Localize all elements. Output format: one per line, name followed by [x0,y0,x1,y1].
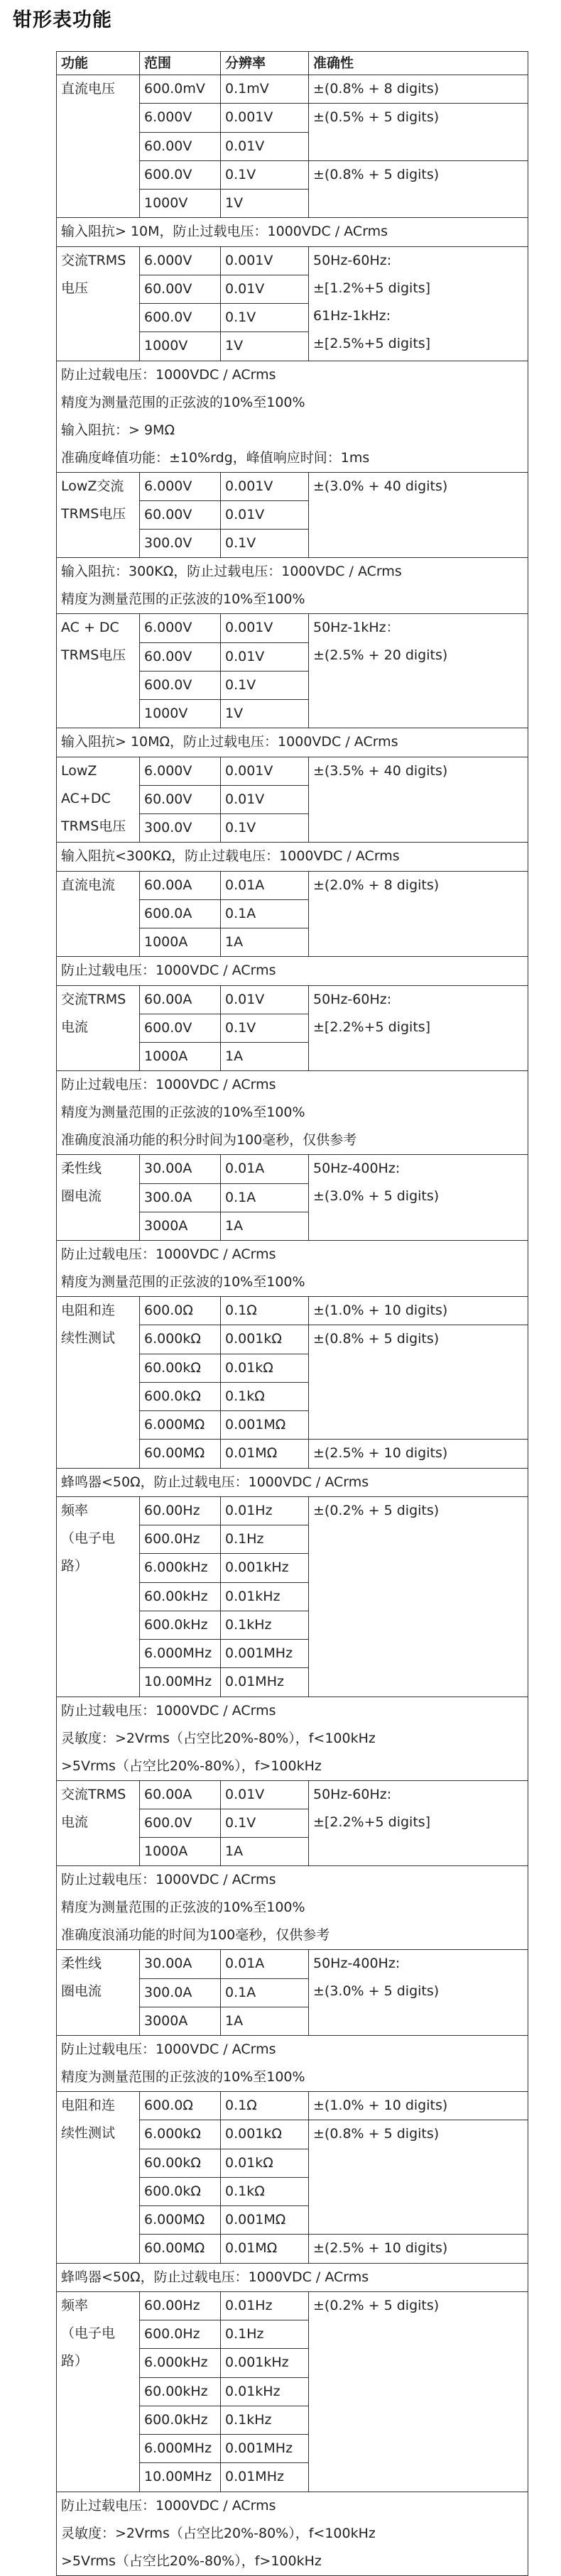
resolution-cell: 1A [221,1838,309,1866]
table-row [57,871,528,899]
accuracy-cell [309,871,528,957]
accuracy-text: ±(2.5% + 10 digits) [313,2240,448,2257]
range-cell: 1000A [140,928,221,957]
note-cell [57,957,528,985]
note-text: 精度为测量范围的正弦波的10%至100% [61,1274,305,1290]
function-label: LowZ交流 [61,478,124,494]
table-row [57,1496,528,1525]
accuracy-text: ±(2.5% + 20 digits) [313,647,448,664]
note-text: 输入阻抗<300KΩ，防止过载电压：1000VDC / ACrms [61,848,400,865]
range-cell: 60.00A [140,871,221,899]
range-cell: 60.00V [140,500,221,529]
range-cell: 600.0Ω [140,2092,221,2120]
resolution-cell: 0.001kΩ [221,1325,309,1354]
header-resolution: 分辨率 [221,52,309,75]
note-row [57,1697,528,1780]
function-label: 交流TRMS [61,1786,126,1802]
note-text: 蜂鸣器<50Ω，防止过载电压：1000VDC / ACrms [61,2269,369,2285]
range-cell: 300.0V [140,530,221,558]
resolution-cell: 0.001MHz [221,1640,309,1668]
range-cell: 10.00MHz [140,1668,221,1697]
range-cell: 600.0Ω [140,1297,221,1325]
note-text: 防止过载电压：1000VDC / ACrms [61,1246,276,1262]
function-cell [57,757,140,843]
resolution-cell: 1A [221,928,309,957]
range-cell: 600.0kHz [140,1611,221,1639]
accuracy-text: ±(0.8% + 5 digits) [313,166,440,182]
range-cell: 60.00kHz [140,1582,221,1611]
accuracy-text: 50Hz-400Hz: [313,1161,401,1177]
range-cell: 60.00A [140,1780,221,1809]
range-cell: 6.000MΩ [140,1411,221,1440]
accuracy-text: 50Hz-1kHz： [313,620,400,636]
function-cell [57,2092,140,2264]
accuracy-cell [309,160,528,218]
range-cell: 30.00A [140,1155,221,1183]
note-text: >5Vrms（占空比20%-80%），f>100kHz [61,1758,322,1774]
range-cell: 6.000MHz [140,2435,221,2463]
accuracy-text: ±(0.8% + 8 digits) [313,81,440,97]
resolution-cell: 0.1V [221,530,309,558]
range-cell: 3000A [140,2007,221,2035]
resolution-cell: 0.1kΩ [221,2177,309,2205]
note-text: 灵敏度：>2Vrms（占空比20%-80%），f<100kHz [61,1730,376,1746]
range-cell: 600.0kHz [140,2406,221,2434]
function-label: 圈电流 [61,1188,102,1205]
function-label: （电子电路） [61,1530,116,1574]
note-row [57,957,528,985]
range-cell: 30.00A [140,1950,221,1978]
range-cell: 6.000V [140,614,221,642]
header-function: 功能 [57,52,140,75]
resolution-cell: 0.01A [221,1950,309,1978]
accuracy-cell [309,2235,528,2263]
accuracy-text: ±[2.5%+5 digits] [313,335,431,351]
range-cell: 600.0V [140,1809,221,1837]
resolution-cell: 0.001V [221,472,309,500]
range-cell: 600.0kΩ [140,2177,221,2205]
note-row [57,218,528,246]
table-row [57,1780,528,1809]
resolution-cell: 0.001V [221,246,309,275]
resolution-cell: 0.001V [221,757,309,785]
table-row [57,614,528,642]
resolution-cell: 0.1V [221,814,309,843]
note-text: 准确度浪涌功能的积分时间为100毫秒，仅供参考 [61,1132,357,1149]
resolution-cell: 0.1Ω [221,1297,309,1325]
accuracy-text: ±(2.5% + 10 digits) [313,1445,448,1462]
resolution-cell: 0.01MΩ [221,2235,309,2263]
accuracy-cell [309,1950,528,2036]
accuracy-text: ±(3.0% + 5 digits) [313,1188,440,1205]
note-row [57,2263,528,2291]
accuracy-text: ±(0.8% + 5 digits) [313,1331,440,1347]
resolution-cell: 0.001MΩ [221,1411,309,1440]
resolution-cell: 0.1A [221,899,309,928]
resolution-cell: 0.1Hz [221,2320,309,2349]
accuracy-text: 61Hz-1kHz: [313,307,391,324]
note-text: 精度为测量范围的正弦波的10%至100% [61,1900,305,1916]
note-row [57,1241,528,1297]
accuracy-cell [309,2120,528,2235]
resolution-cell: 0.1Hz [221,1525,309,1554]
range-cell: 6.000MΩ [140,2206,221,2235]
accuracy-text: 50Hz-60Hz: [313,991,392,1007]
note-text: 防止过载电压：1000VDC / ACrms [61,1872,276,1888]
resolution-cell: 1A [221,1212,309,1240]
accuracy-cell [309,757,528,843]
range-cell: 6.000MHz [140,1640,221,1668]
note-text: 输入阻抗> 10M，防止过载电压：1000VDC / ACrms [61,224,388,240]
resolution-cell: 0.01kΩ [221,1354,309,1382]
accuracy-cell [309,1297,528,1325]
note-text: 防止过载电压：1000VDC / ACrms [61,2041,276,2057]
note-text: 精度为测量范围的正弦波的10%至100% [61,1105,305,1121]
function-label: TRMS电压 [61,647,126,664]
range-cell: 60.00MΩ [140,1440,221,1468]
accuracy-text: ±(0.2% + 5 digits) [313,2297,440,2313]
range-cell: 60.00MΩ [140,2235,221,2263]
note-row [57,843,528,871]
accuracy-cell [309,985,528,1071]
resolution-cell: 0.1V [221,304,309,332]
range-cell: 600.0V [140,160,221,189]
resolution-cell: 1A [221,2007,309,2035]
range-cell: 3000A [140,1212,221,1240]
range-cell: 10.00MHz [140,2463,221,2492]
note-cell [57,218,528,246]
range-cell: 300.0A [140,1183,221,1212]
resolution-cell: 0.01V [221,642,309,671]
note-row [57,2492,528,2575]
accuracy-text: 50Hz-60Hz: [313,1786,392,1802]
function-label: 直流电流 [61,877,116,893]
accuracy-cell [309,2291,528,2492]
note-text: 精度为测量范围的正弦波的10%至100% [61,2069,305,2085]
accuracy-text: ±(1.0% + 10 digits) [313,1303,448,1318]
accuracy-cell [309,2092,528,2120]
function-label: 柔性线 [61,1161,102,1177]
function-label: 频率 [61,2297,89,2313]
range-cell: 1000V [140,332,221,361]
resolution-cell: 0.01A [221,871,309,899]
function-label: LowZ AC+DC [61,762,111,806]
resolution-cell: 1V [221,190,309,218]
resolution-cell: 0.001V [221,104,309,132]
resolution-cell: 0.01MHz [221,2463,309,2492]
note-text: 输入阻抗：300KΩ，防止过载电压：1000VDC / ACrms [61,564,402,580]
range-cell: 60.00A [140,985,221,1014]
function-label: 电流 [61,1019,89,1035]
table-row [57,2092,528,2120]
note-row [57,2036,528,2092]
range-cell: 6.000kHz [140,1554,221,1582]
note-text: 防止过载电压：1000VDC / ACrms [61,1077,276,1093]
function-label: 电压 [61,280,89,296]
resolution-cell: 0.01MΩ [221,1440,309,1468]
range-cell: 300.0V [140,814,221,843]
resolution-cell: 0.1A [221,1978,309,2007]
note-text: 灵敏度：>2Vrms（占空比20%-80%），f<100kHz [61,2525,376,2541]
function-cell [57,871,140,957]
function-label: 频率 [61,1502,89,1518]
accuracy-text: ±(0.2% + 5 digits) [313,1502,440,1518]
resolution-cell: 0.01kHz [221,2377,309,2406]
range-cell: 300.0A [140,1978,221,2007]
resolution-cell: 1V [221,332,309,361]
accuracy-text: ±(3.0% + 5 digits) [313,1983,440,2000]
function-cell [57,1950,140,2036]
accuracy-cell [309,104,528,161]
accuracy-cell [309,472,528,558]
range-cell: 6.000V [140,246,221,275]
table-row [57,985,528,1014]
range-cell: 6.000kHz [140,2349,221,2377]
function-label: 交流TRMS [61,991,126,1007]
resolution-cell: 0.001kΩ [221,2120,309,2149]
function-cell [57,985,140,1071]
note-text: 精度为测量范围的正弦波的10%至100% [61,591,305,608]
range-cell: 1000A [140,1043,221,1071]
note-text: 准确度峰值功能：±10%rdg，峰值响应时间：1ms [61,449,370,466]
function-cell [57,75,140,218]
range-cell: 600.0Hz [140,2320,221,2349]
accuracy-text: 50Hz-400Hz: [313,1956,401,1972]
accuracy-cell [309,1496,528,1697]
header-range: 范围 [140,52,221,75]
range-cell: 60.00V [140,132,221,160]
note-text: 输入阻抗> 10MΩ，防止过载电压：1000VDC / ACrms [61,734,398,750]
function-cell [57,472,140,558]
function-label: 电流 [61,1814,89,1830]
resolution-cell: 0.001MHz [221,2435,309,2463]
note-row [57,558,528,614]
resolution-cell: 0.01V [221,1780,309,1809]
resolution-cell: 0.01kHz [221,1582,309,1611]
resolution-cell: 0.1kΩ [221,1382,309,1410]
resolution-cell: 0.01Hz [221,1496,309,1525]
accuracy-text: ±(0.8% + 5 digits) [313,2126,440,2142]
range-cell: 600.0V [140,1014,221,1042]
note-row [57,1468,528,1496]
resolution-cell: 0.01MHz [221,1668,309,1697]
range-cell: 6.000kΩ [140,2120,221,2149]
function-label: 电阻和连 [61,2098,116,2113]
range-cell: 1000A [140,1838,221,1866]
resolution-cell: 0.01V [221,500,309,529]
accuracy-text: ±[1.2%+5 digits] [313,280,431,296]
function-label: AC + DC [61,620,119,636]
range-cell: 1000V [140,700,221,728]
note-cell [57,1697,528,1780]
note-text: 防止过载电压：1000VDC / ACrms [61,366,276,383]
accuracy-cell [309,1780,528,1866]
range-cell: 600.0V [140,304,221,332]
accuracy-cell [309,1155,528,1241]
note-cell [57,558,528,614]
note-row [57,728,528,757]
table-body [57,75,528,2576]
accuracy-text: ±(3.0% + 40 digits) [313,478,448,494]
resolution-cell: 0.01V [221,275,309,303]
note-text: 蜂鸣器<50Ω，防止过载电压：1000VDC / ACrms [61,1474,369,1490]
range-cell: 6.000V [140,472,221,500]
range-cell: 60.00V [140,275,221,303]
table-row [57,1155,528,1183]
accuracy-cell [309,614,528,728]
note-cell [57,2492,528,2575]
function-label: 续性测试 [61,2125,116,2141]
resolution-cell: 0.1V [221,1014,309,1042]
function-cell [57,2291,140,2492]
note-text: 精度为测量范围的正弦波的10%至100% [61,394,305,410]
note-row [57,1071,528,1155]
function-label: 续性测试 [61,1330,116,1346]
range-cell: 1000V [140,190,221,218]
resolution-cell: 0.01V [221,785,309,813]
table-row [57,246,528,275]
note-text: >5Vrms（占空比20%-80%），f>100kHz [61,2553,322,2569]
range-cell: 60.00Hz [140,1496,221,1525]
accuracy-cell [309,1325,528,1440]
range-cell: 600.0Hz [140,1525,221,1554]
resolution-cell: 0.1V [221,1809,309,1837]
range-cell: 60.00Hz [140,2291,221,2320]
note-row [57,1866,528,1950]
note-cell [57,843,528,871]
accuracy-text: ±[2.2%+5 digits] [313,1019,431,1035]
accuracy-text: ±(0.5% + 5 digits) [313,109,440,126]
resolution-cell: 0.1kHz [221,2406,309,2434]
note-row [57,361,528,472]
function-label: TRMS电压 [61,505,126,522]
note-cell [57,1866,528,1950]
range-cell: 600.0mV [140,75,221,104]
resolution-cell: 0.001V [221,614,309,642]
function-label: 直流电压 [61,81,116,97]
range-cell: 600.0A [140,899,221,928]
function-cell [57,1297,140,1469]
table-row [57,1297,528,1325]
note-cell [57,1468,528,1496]
note-text: 准确度浪涌功能的时间为100毫秒，仅供参考 [61,1927,330,1944]
accuracy-cell [309,1440,528,1468]
resolution-cell: 0.1kHz [221,1611,309,1639]
function-cell [57,1155,140,1241]
range-cell: 60.00V [140,642,221,671]
resolution-cell: 0.001MΩ [221,2206,309,2235]
resolution-cell: 0.01kΩ [221,2149,309,2177]
resolution-cell: 1V [221,700,309,728]
resolution-cell: 0.1A [221,1183,309,1212]
accuracy-text: ±(3.5% + 40 digits) [313,762,448,779]
note-text: 防止过载电压：1000VDC / ACrms [61,963,276,979]
note-cell [57,1241,528,1297]
function-label: 柔性线 [61,1956,102,1972]
function-cell [57,1780,140,1866]
range-cell: 600.0kΩ [140,1382,221,1410]
function-label: 交流TRMS [61,252,126,268]
note-text: 防止过载电压：1000VDC / ACrms [61,1702,276,1719]
resolution-cell: 1A [221,1043,309,1071]
table-row [57,75,528,104]
note-cell [57,361,528,472]
function-label: TRMS电压 [61,818,126,834]
resolution-cell: 0.1V [221,160,309,189]
accuracy-cell [309,75,528,104]
function-cell [57,246,140,361]
resolution-cell: 0.01V [221,985,309,1014]
note-cell [57,2263,528,2291]
note-cell [57,1071,528,1155]
table-row [57,1950,528,1978]
table-header-row [57,52,528,75]
range-cell: 60.00kΩ [140,1354,221,1382]
table-row [57,2291,528,2320]
function-label: 电阻和连 [61,1303,116,1318]
note-cell [57,728,528,757]
range-cell: 60.00V [140,785,221,813]
table-row [57,472,528,500]
range-cell: 60.00kΩ [140,2149,221,2177]
range-cell: 60.00kHz [140,2377,221,2406]
range-cell: 6.000V [140,757,221,785]
accuracy-text: ±(1.0% + 10 digits) [313,2098,448,2113]
accuracy-text: ±(2.0% + 8 digits) [313,877,440,893]
resolution-cell: 0.1Ω [221,2092,309,2120]
resolution-cell: 0.001kHz [221,1554,309,1582]
accuracy-text: 50Hz-60Hz: [313,252,392,268]
resolution-cell: 0.01Hz [221,2291,309,2320]
accuracy-text: ±[2.2%+5 digits] [313,1814,431,1830]
accuracy-cell [309,246,528,361]
note-text: 防止过载电压：1000VDC / ACrms [61,2497,276,2514]
function-label: （电子电路） [61,2325,116,2369]
resolution-cell: 0.01A [221,1155,309,1183]
range-cell: 6.000V [140,104,221,132]
function-cell [57,1496,140,1697]
page-title: 钳形表功能 [13,9,112,31]
function-cell [57,614,140,728]
spec-table [56,51,528,2576]
range-cell: 6.000kΩ [140,1325,221,1354]
note-cell [57,2036,528,2092]
header-accuracy: 准确性 [309,52,528,75]
note-text: 输入阻抗：> 9MΩ [61,422,175,438]
table-row [57,757,528,785]
resolution-cell: 0.001kHz [221,2349,309,2377]
resolution-cell: 0.01V [221,132,309,160]
function-label: 圈电流 [61,1983,102,2000]
resolution-cell: 0.1V [221,671,309,699]
resolution-cell: 0.1mV [221,75,309,104]
range-cell: 600.0V [140,671,221,699]
